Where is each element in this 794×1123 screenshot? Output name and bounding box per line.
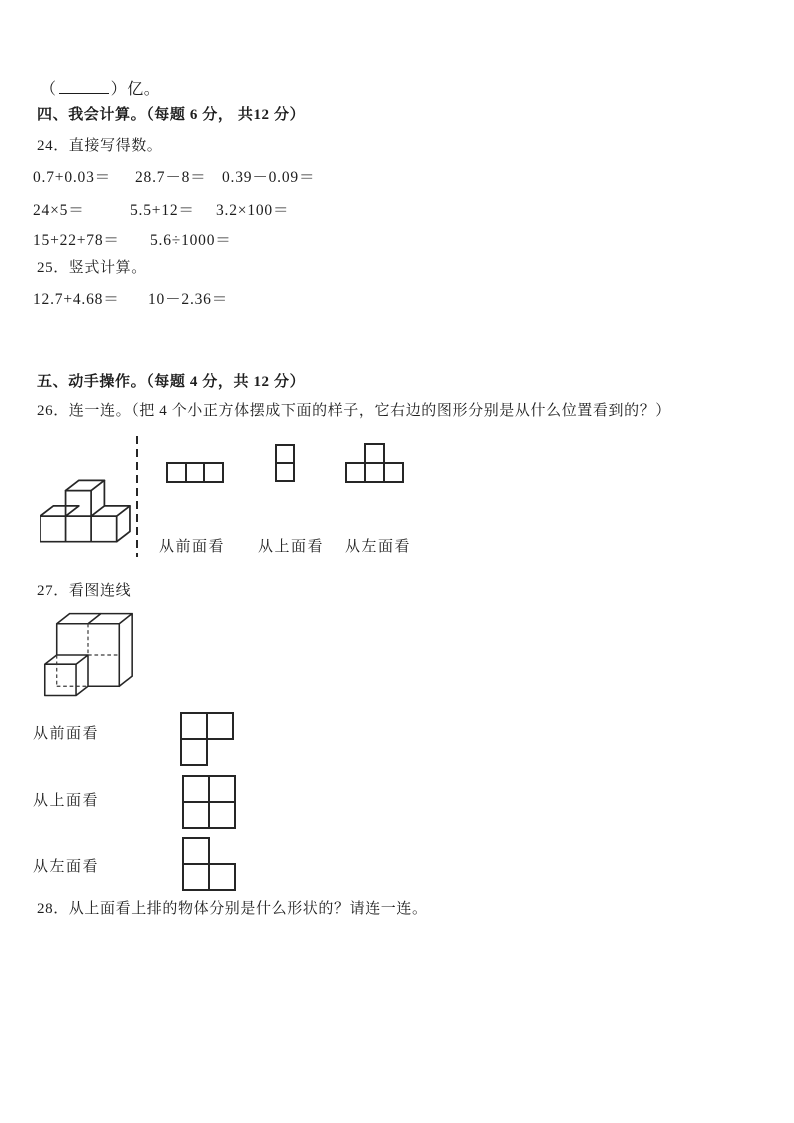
view-shape-top-q27 xyxy=(182,775,236,829)
cube-arrangement-drawing xyxy=(42,606,134,704)
view-label-top: 从上面看 xyxy=(33,793,100,809)
view-label-front: 从前面看 xyxy=(159,539,226,555)
grid-square xyxy=(364,443,385,464)
math-expression: 28.7－8＝ xyxy=(135,169,207,186)
grid-square xyxy=(182,801,210,829)
grid-square xyxy=(166,462,187,483)
grid-square xyxy=(208,775,236,803)
paren-open: （ xyxy=(40,81,57,98)
grid-square xyxy=(182,863,210,891)
math-expression: 5.5+12＝ xyxy=(130,202,195,219)
answer-blank-underline xyxy=(59,79,109,94)
dashed-divider xyxy=(136,436,138,557)
question-28-label: 28．从上面看上排的物体分别是什么形状的？请连一连。 xyxy=(37,901,428,917)
fill-in-blank-line xyxy=(40,79,160,100)
math-row-2 xyxy=(0,198,794,220)
cube-figure-q26 xyxy=(40,477,132,543)
grid-square xyxy=(275,462,295,482)
math-row-3 xyxy=(0,228,794,250)
grid-square xyxy=(203,462,224,483)
view-label-left: 从左面看 xyxy=(33,859,100,875)
math-expression: 15+22+78＝ xyxy=(33,232,120,249)
math-expression: 0.39－0.09＝ xyxy=(222,169,316,186)
grid-square xyxy=(364,462,385,483)
math-expression: 3.2×100＝ xyxy=(216,202,290,219)
math-expression: 10－2.36＝ xyxy=(148,291,229,308)
math-expression: 12.7+4.68＝ xyxy=(33,291,120,308)
grid-square xyxy=(182,775,210,803)
cube-arrangement-drawing xyxy=(40,477,132,543)
section-5-heading: 五、动手操作。（每题 4 分，共 12 分） xyxy=(37,374,306,390)
cube-figure-q27 xyxy=(42,606,134,704)
grid-square xyxy=(345,462,366,483)
question-24-label: 24．直接写得数。 xyxy=(37,138,163,154)
grid-square xyxy=(208,801,236,829)
math-row-1 xyxy=(0,165,794,187)
math-expression: 24×5＝ xyxy=(33,202,85,219)
grid-square xyxy=(206,712,234,740)
view-shape-left-q26 xyxy=(345,443,404,483)
view-shape-left-q27 xyxy=(182,837,236,891)
grid-square xyxy=(180,712,208,740)
view-shape-front-q26 xyxy=(166,462,224,483)
grid-square xyxy=(180,738,208,766)
grid-square xyxy=(185,462,206,483)
math-expression: 0.7+0.03＝ xyxy=(33,169,111,186)
grid-square xyxy=(182,837,210,865)
question-25-label: 25．竖式计算。 xyxy=(37,260,147,276)
grid-square xyxy=(208,863,236,891)
view-shape-top-q26 xyxy=(275,444,295,482)
view-label-front: 从前面看 xyxy=(33,726,100,742)
view-label-top: 从上面看 xyxy=(258,539,325,555)
section-4-heading: 四、我会计算。（每题 6 分， 共12 分） xyxy=(37,107,306,123)
math-row-4 xyxy=(0,287,794,309)
question-27-label: 27．看图连线 xyxy=(37,583,132,599)
question-26-label: 26．连一连。（把 4 个小正方体摆成下面的样子，它右边的图形分别是从什么位置看到的？） xyxy=(37,403,671,419)
grid-square xyxy=(275,444,295,464)
grid-square xyxy=(383,462,404,483)
paren-close-unit: ）亿。 xyxy=(110,81,161,98)
view-label-left: 从左面看 xyxy=(345,539,412,555)
view-shape-front-q27 xyxy=(180,712,234,766)
math-expression: 5.6÷1000＝ xyxy=(150,232,232,249)
